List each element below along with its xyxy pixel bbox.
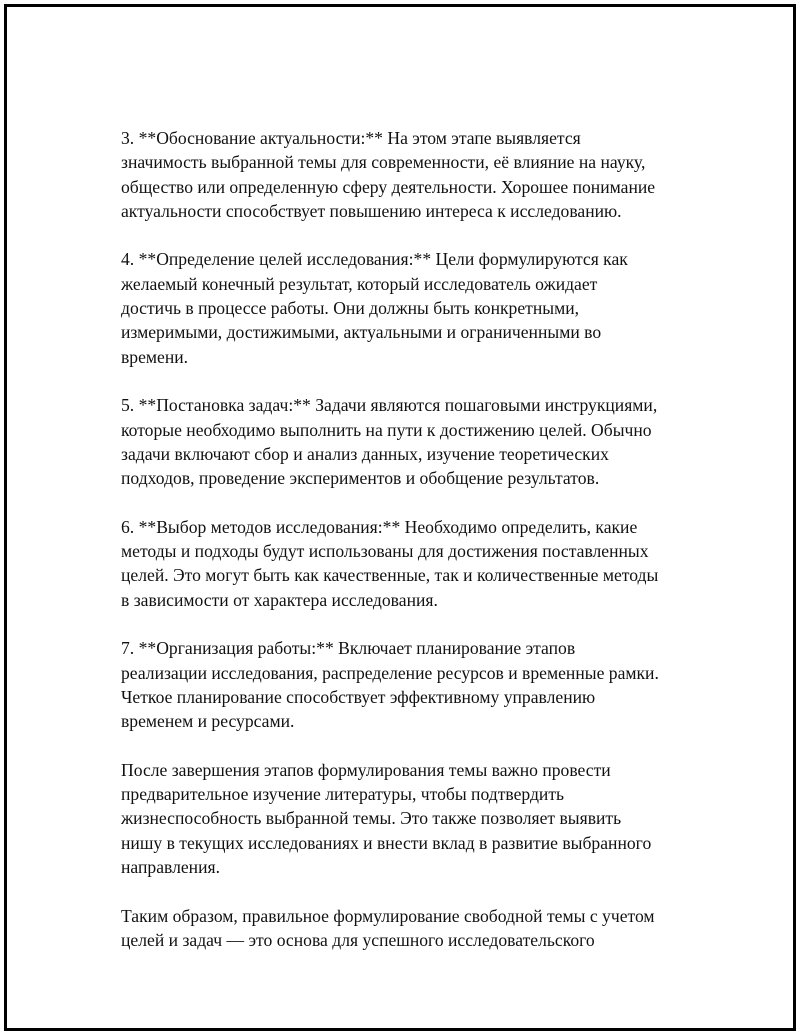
paragraph-tasks: 5. **Постановка задач:** Задачи являются пошаговыми инструкциями, которые необходимо выполнить на пути к достижению целей. Обычно задачи включают сбор и анализ данных, изучение теоретических подходов, проведение экспериментов и обобщение результатов.: [121, 395, 658, 489]
document-body: [121, 126, 711, 976]
paragraph-goals: 4. **Определение целей исследования:** Цели формулируются как желаемый конечный результат, который исследователь ожидает достичь в процессе работы. Они должны быть конкретными, измеримыми, достижимыми, актуальными и ограниченными во времени.: [121, 249, 628, 367]
paragraph-organization: 7. **Организация работы:** Включает планирование этапов реализации исследования, распределение ресурсов и временные рамки. Четкое планирование способствует эффективному управлению временем и ресурсами.: [121, 638, 659, 732]
paragraph-relevance: 3. **Обоснование актуальности:** На этом этапе выявляется значимость выбранной темы для современности, её влияние на науку, общество или определенную сферу деятельности. Хорошее понимание актуальности способствует повышению интереса к исследованию.: [121, 128, 656, 221]
paragraph-literature: После завершения этапов формулирования темы важно провести предварительное изучение литературы, чтобы подтвердить жизнеспособность выбранной темы. Это также позволяет выявить нишу в текущих исследованиях и внести вклад в развитие выбранного направления.: [121, 759, 652, 877]
paragraph-conclusion: Таким образом, правильное формулирование свободной темы с учетом целей и задач — это основа для успешного исследовательского: [121, 905, 655, 950]
paragraph-methods: 6. **Выбор методов исследования:** Необходимо определить, какие методы и подходы будут использованы для достижения поставленных целей. Это могут быть как качественные, так и количественные методы в зависимости от характера исследования.: [121, 516, 659, 610]
page-frame: [4, 4, 796, 1031]
